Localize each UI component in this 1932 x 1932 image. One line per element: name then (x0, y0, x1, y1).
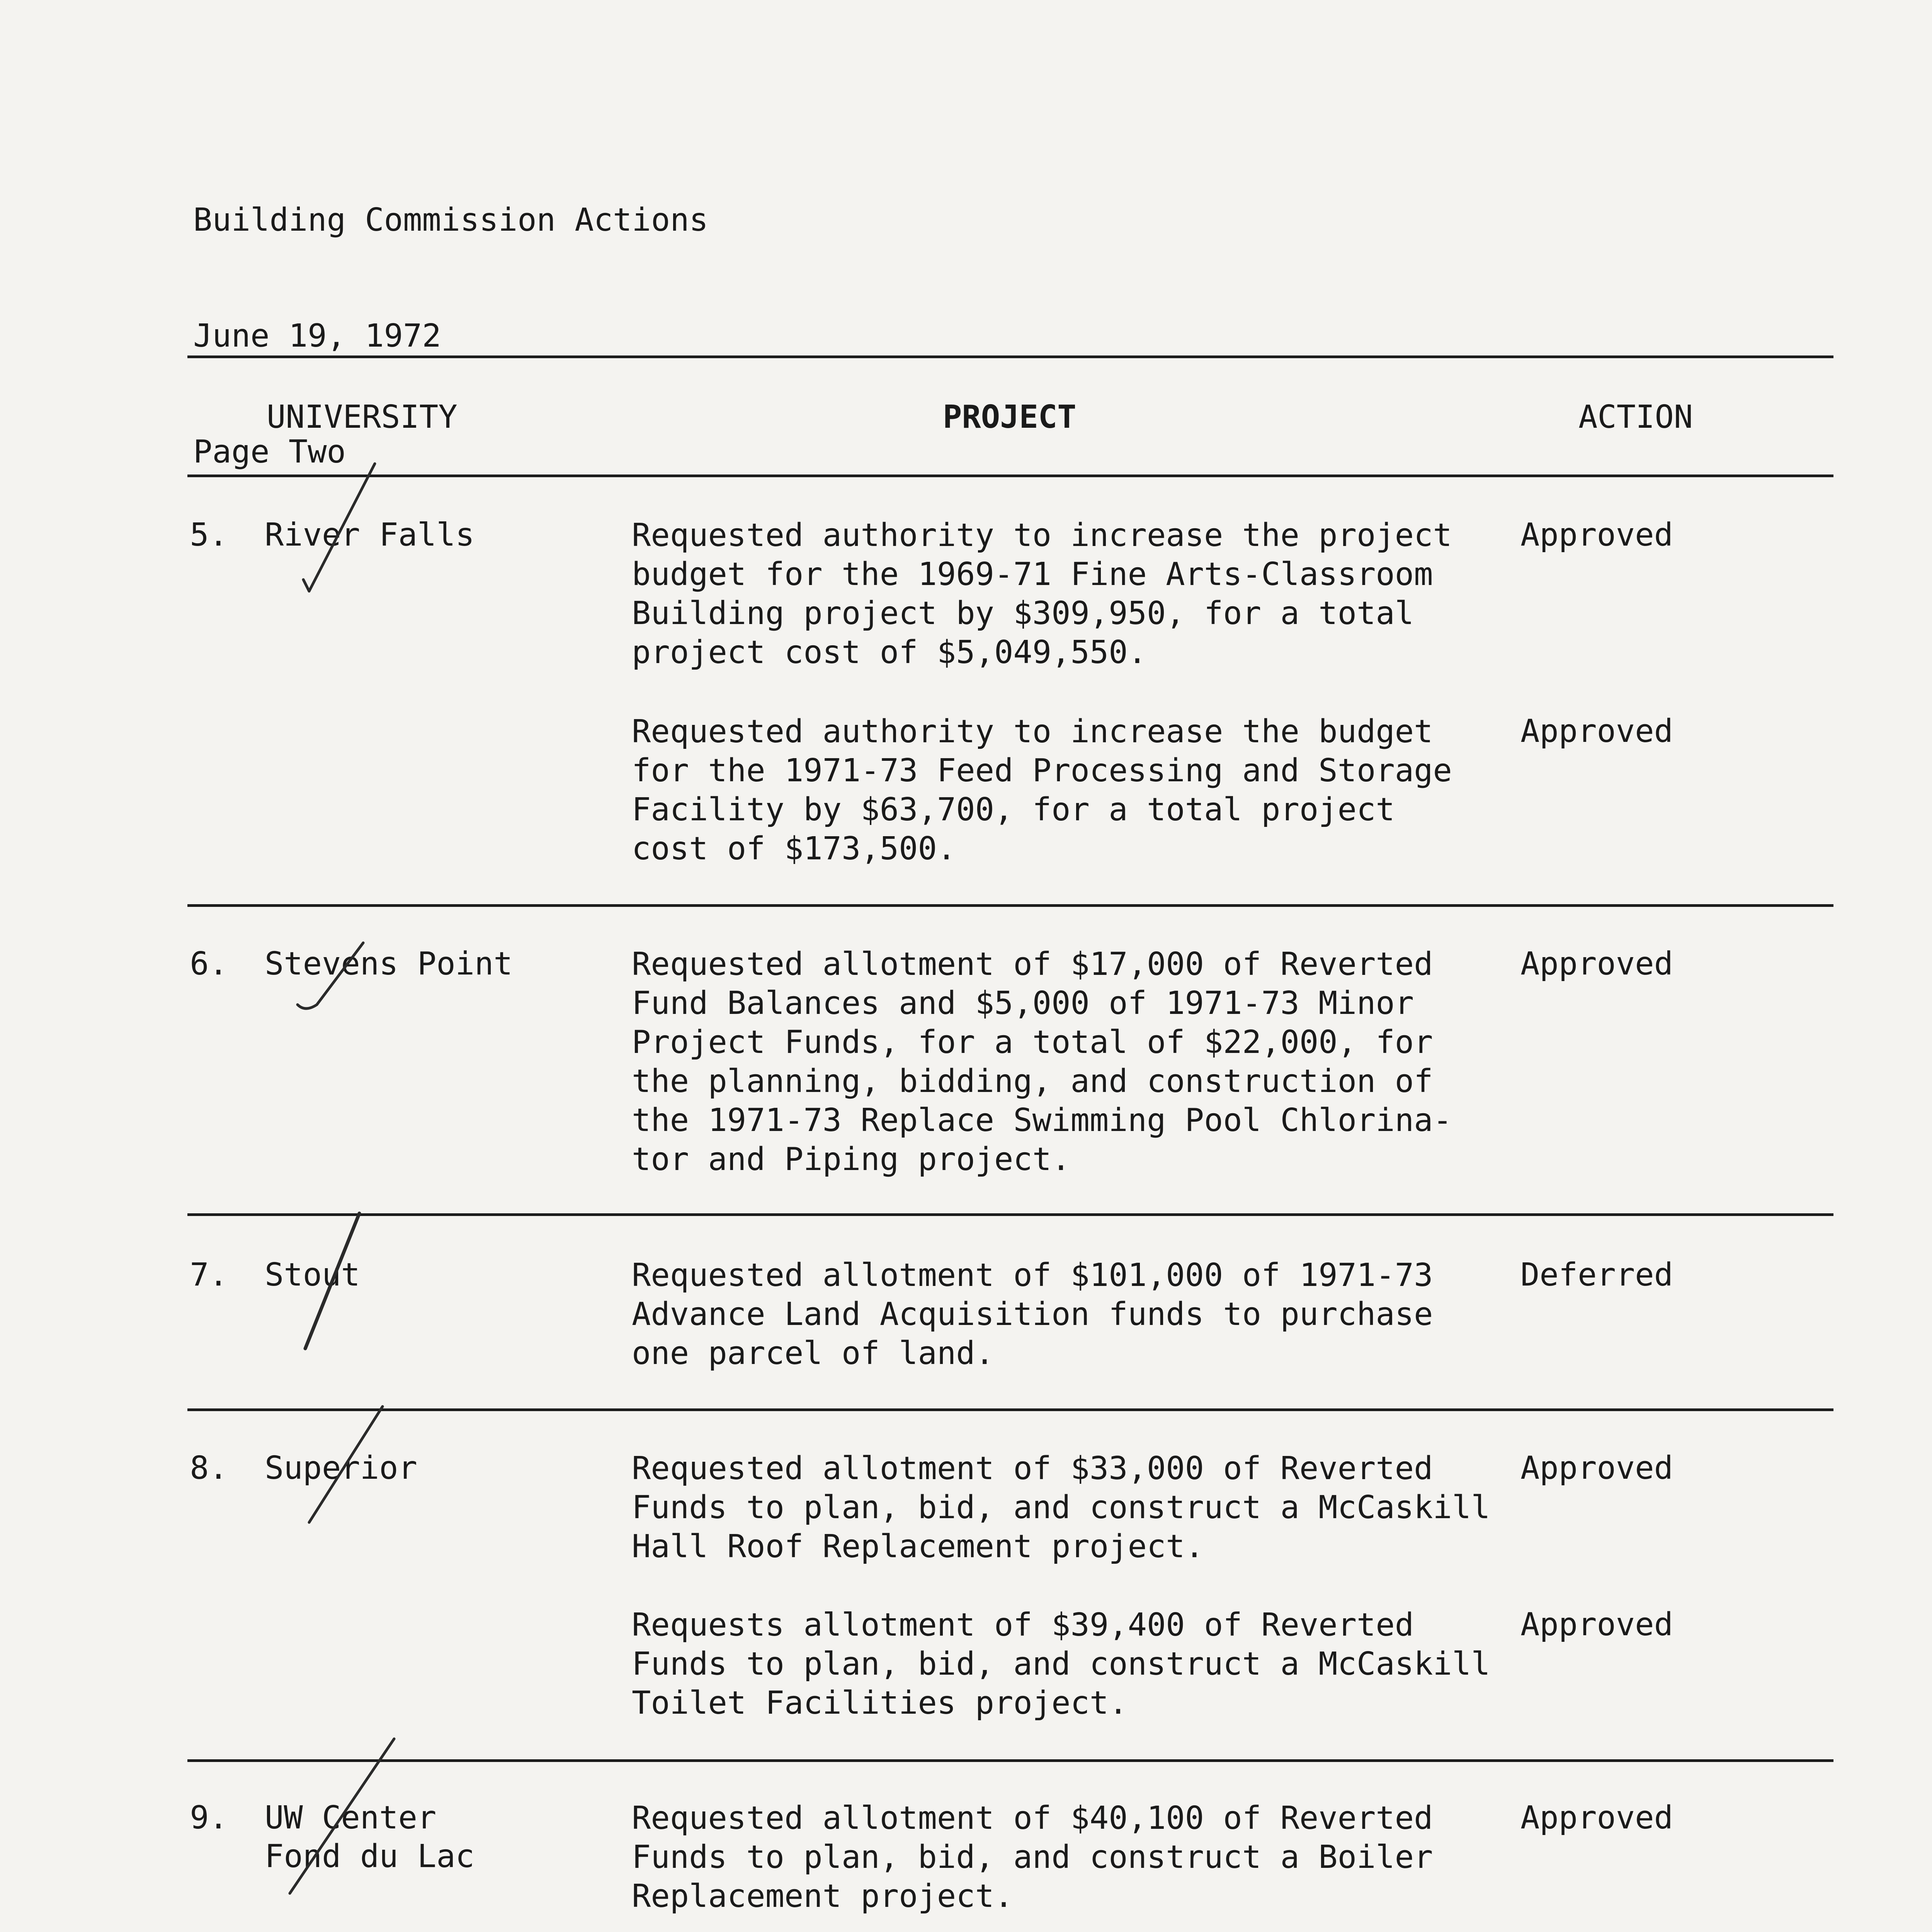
university-name: Superior (265, 1450, 417, 1486)
row-number: 5. (190, 517, 228, 553)
row-number: 8. (190, 1450, 228, 1486)
header-bottom-rule (187, 474, 1833, 477)
handwritten-check-mark-icon (294, 939, 371, 1018)
row-divider (187, 904, 1833, 907)
handwritten-check-mark-icon (305, 1406, 390, 1532)
project-description: Requested allotment of $17,000 of Reverted Fund Balances and $5,000 of 1971-73 Minor Project Funds, for a total of $22,000, for the planning, bidding, and construction of the 1971-73 Replace Swimming Pool Chlorina- tor and Piping project. (632, 946, 1452, 1178)
action-status: Approved (1520, 946, 1673, 982)
university-name: Stout (265, 1257, 360, 1293)
handwritten-check-mark-icon (294, 1213, 371, 1354)
handwritten-check-mark-icon (301, 464, 379, 597)
project-description: Requests allotment of $39,400 of Reverted Funds to plan, bid, and construct a McCaskill Toilet Facilities project. (632, 1607, 1490, 1721)
row-number: 9. (190, 1799, 228, 1836)
row-divider (187, 1408, 1833, 1411)
row-divider (187, 1213, 1833, 1216)
university-name: UW Center Fond du Lac (265, 1799, 475, 1875)
project-description: Requested allotment of $101,000 of 1971-73 Advance Land Acquisition funds to purchase one parcel of land. (632, 1257, 1433, 1372)
project-description: Requested authority to increase the budget for the 1971-73 Feed Processing and Storage Facility by $63,700, for a total project cost of $173,500. (632, 713, 1452, 867)
document-header (193, 124, 708, 549)
table-top-rule (187, 355, 1833, 358)
header-page: Page Two (193, 434, 346, 470)
column-header-action: ACTION (1578, 399, 1693, 435)
column-header-project: PROJECT (943, 399, 1077, 435)
row-number: 6. (190, 946, 228, 982)
project-description: Requested allotment of $33,000 of Reverted Funds to plan, bid, and construct a McCaskill Hall Roof Replacement project. (632, 1450, 1490, 1565)
project-description: Requested allotment of $40,100 of Reverted Funds to plan, bid, and construct a Boiler Replacement project. (632, 1800, 1433, 1915)
column-header-university: UNIVERSITY (267, 399, 457, 435)
action-status: Approved (1520, 517, 1673, 553)
action-status: Approved (1520, 1799, 1673, 1836)
university-name: Stevens Point (265, 946, 513, 982)
header-title: Building Commission Actions (193, 202, 708, 238)
university-name: River Falls (265, 517, 475, 553)
handwritten-check-mark-icon (267, 1739, 398, 1903)
row-divider (187, 1759, 1833, 1762)
action-status: Approved (1520, 713, 1673, 750)
action-status: Deferred (1520, 1257, 1673, 1293)
action-status: Approved (1520, 1450, 1673, 1486)
project-description: Requested authority to increase the project budget for the 1969-71 Fine Arts-Classroom Building project by $309,950, for a total project cost of $5,049,550. (632, 517, 1452, 671)
action-status: Approved (1520, 1606, 1673, 1643)
header-date: June 19, 1972 (193, 318, 441, 354)
row-number: 7. (190, 1257, 228, 1293)
